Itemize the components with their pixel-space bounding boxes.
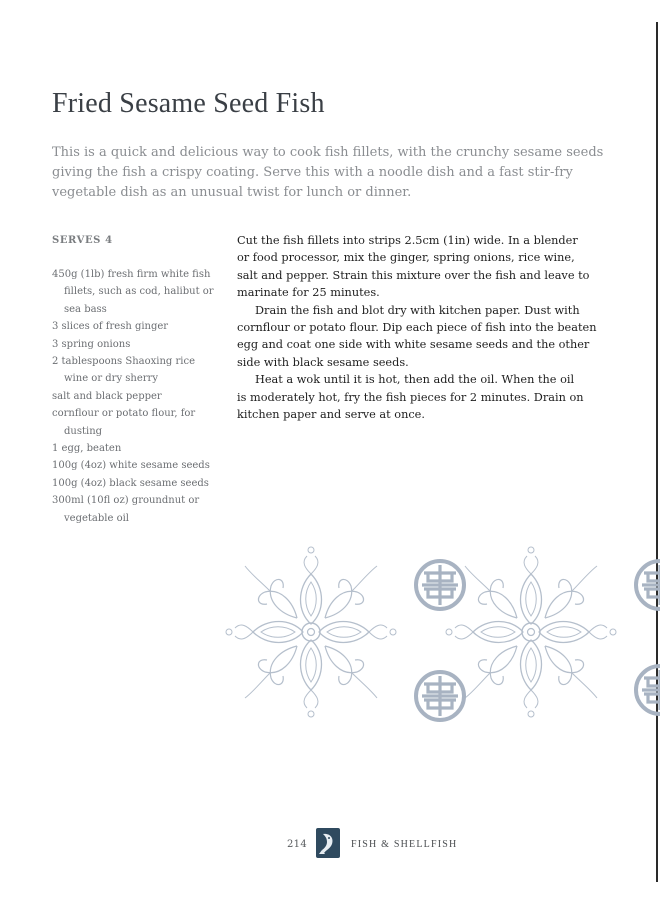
decorative-ornaments bbox=[0, 530, 660, 740]
shou-symbol-icon bbox=[416, 561, 464, 609]
ingredient-line: 3 slices of fresh ginger bbox=[52, 321, 169, 333]
page-number: 214 bbox=[287, 839, 307, 850]
ingredient-line: 450g (1lb) fresh firm white fish bbox=[52, 269, 211, 280]
method-line: or food processor, mix the ginger, spring onions, rice wine, bbox=[237, 251, 575, 265]
ingredient-line: sea bass bbox=[64, 303, 107, 315]
chapter-title: FISH & SHELLFISH bbox=[351, 839, 458, 850]
intro-line: vegetable dish as an unusual twist for lunch or dinner. bbox=[52, 185, 412, 200]
ingredient-line: salt and black pepper bbox=[52, 390, 162, 402]
ingredient-line: wine or dry sherry bbox=[64, 373, 158, 385]
method-line: kitchen paper and serve at once. bbox=[237, 408, 425, 422]
method-line: salt and pepper. Strain this mixture over the fish and leave to bbox=[237, 268, 590, 282]
method-text bbox=[237, 232, 602, 423]
ingredient-line: 100g (4oz) black sesame seeds bbox=[52, 477, 209, 489]
ingredient-line: 1 egg, beaten bbox=[52, 443, 122, 455]
method-line: Cut the fish fillets into strips 2.5cm (1in) wide. In a blender bbox=[237, 234, 578, 247]
ingredient-line: 100g (4oz) white sesame seeds bbox=[52, 460, 210, 472]
lotus-medallion-right bbox=[446, 547, 616, 717]
intro-line: This is a quick and delicious way to cook fish fillets, with the crunchy sesame seeds bbox=[52, 145, 604, 160]
chapter-badge bbox=[316, 828, 340, 858]
ingredient-line: 3 spring onions bbox=[52, 338, 131, 350]
ingredient-line: 2 tablespoons Shaoxing rice bbox=[52, 356, 195, 368]
shou-symbol-icon bbox=[416, 672, 464, 720]
recipe-title: Fried Sesame Seed Fish bbox=[52, 88, 325, 119]
fish-icon bbox=[316, 828, 340, 858]
ingredient-line: dusting bbox=[64, 425, 103, 437]
method-line: Drain the fish and blot dry with kitchen paper. Dust with bbox=[255, 303, 580, 317]
serves-label: SERVES 4 bbox=[52, 235, 113, 246]
method-line: cornflour or potato flour. Dip each piece of fish into the beaten bbox=[237, 321, 597, 335]
ingredient-line: cornflour or potato flour, for bbox=[52, 408, 196, 420]
ingredient-list bbox=[52, 266, 227, 527]
method-line: egg and coat one side with white sesame seeds and the other bbox=[237, 338, 590, 352]
recipe-intro bbox=[52, 143, 604, 203]
page-edge bbox=[656, 22, 658, 882]
method-line: side with black sesame seeds. bbox=[237, 355, 409, 369]
page-footer bbox=[0, 826, 660, 862]
method-line: marinate for 25 minutes. bbox=[237, 286, 380, 300]
intro-line: giving the fish a crispy coating. Serve this with a noodle dish and a fast stir-fry bbox=[52, 165, 573, 180]
method-line: Heat a wok until it is hot, then add the oil. When the oil bbox=[255, 373, 575, 387]
shou-symbol-icon bbox=[636, 561, 660, 609]
shou-symbol-icon bbox=[636, 666, 660, 714]
method-line: is moderately hot, fry the fish pieces for 2 minutes. Drain on bbox=[237, 390, 584, 404]
ingredient-line: fillets, such as cod, halibut or bbox=[64, 286, 214, 298]
ingredient-line: 300ml (10fl oz) groundnut or bbox=[52, 495, 200, 507]
ingredient-line: vegetable oil bbox=[64, 512, 129, 524]
lotus-medallion-left bbox=[226, 547, 396, 717]
